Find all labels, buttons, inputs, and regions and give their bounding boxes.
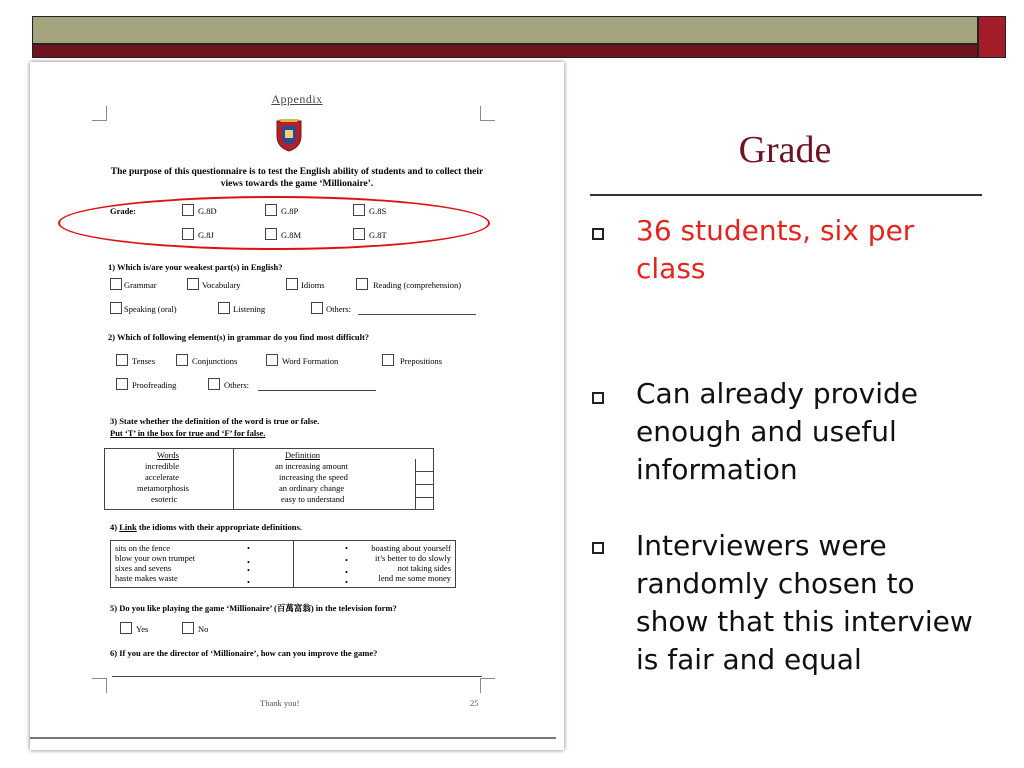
question-4 — [110, 522, 302, 532]
document-bottom-rule — [30, 737, 556, 739]
bullet-dot: • — [345, 543, 348, 553]
option-checkbox — [110, 278, 122, 290]
option-checkbox — [182, 622, 194, 634]
question-2: 2) Which of following element(s) in grammar do you find most difficult? — [108, 332, 370, 342]
answer-line — [112, 676, 482, 677]
bullet-dot: • — [247, 577, 250, 587]
option-checkbox — [266, 354, 278, 366]
words-header: Words — [157, 450, 179, 460]
option-label: Vocabulary — [202, 280, 241, 290]
option-checkbox — [382, 354, 394, 366]
bullet-dot: • — [247, 543, 250, 553]
words-table — [104, 448, 434, 510]
corner-accent-block — [978, 16, 1006, 58]
option-checkbox — [110, 302, 122, 314]
meaning-cell: it’s better to do slowly — [374, 553, 451, 563]
definition-cell: an increasing amount — [275, 461, 348, 471]
question-5: 5) Do you like playing the game ‘Millionaire’ (百萬富翁) in the television form? — [110, 603, 397, 613]
bullet-dot: • — [345, 555, 348, 565]
slide-title: Grade — [738, 129, 832, 171]
option-label: Tenses — [132, 356, 156, 366]
question-4-text: the idioms with their appropriate definitions. — [138, 522, 302, 532]
option-checkbox — [120, 622, 132, 634]
meaning-cell: lend me some money — [378, 573, 451, 583]
crop-mark — [92, 106, 107, 121]
option-checkbox — [356, 278, 368, 290]
word-cell: esoteric — [151, 494, 178, 504]
meaning-cell: not taking sides — [397, 563, 451, 573]
option-checkbox — [311, 302, 323, 314]
question-3-instruction: Put ‘T’ in the box for true and ‘F’ for false. — [110, 428, 266, 438]
option-checkbox — [286, 278, 298, 290]
option-label: Speaking (oral) — [124, 304, 177, 314]
bullet-text: Interviewers were randomly chosen to show that this interview is fair and equal — [636, 529, 973, 676]
appendix-heading: Appendix — [271, 92, 323, 106]
question-4-number: 4) — [110, 522, 118, 532]
idiom-cell: blow your own trumpet — [115, 553, 196, 563]
answer-boxes — [415, 459, 434, 509]
definition-cell: increasing the speed — [279, 472, 348, 482]
table-divider — [233, 449, 234, 509]
bullet-text: Can already provide enough and useful information — [636, 377, 918, 486]
crop-mark — [480, 106, 495, 121]
word-cell: metamorphosis — [137, 483, 189, 493]
option-checkbox — [208, 378, 220, 390]
grade-option: G.8D — [198, 206, 217, 216]
table-divider — [293, 541, 294, 587]
idiom-cell: sits on the fence — [115, 543, 170, 553]
page-number: 25 — [470, 698, 479, 708]
meaning-cell: boasting about yourself — [371, 543, 451, 553]
bullet-dot: • — [345, 567, 348, 577]
option-checkbox — [116, 378, 128, 390]
option-label: Yes — [136, 624, 149, 634]
option-checkbox — [187, 278, 199, 290]
option-label: Idioms — [301, 280, 325, 290]
answer-line — [258, 390, 376, 391]
option-label: Word Formation — [282, 356, 339, 366]
grade-option: G.8J — [198, 230, 214, 240]
header-band — [32, 16, 978, 44]
square-bullet-icon — [592, 542, 604, 554]
question-4-link: Link — [119, 522, 137, 532]
questionnaire-image — [30, 62, 564, 750]
option-checkbox — [176, 354, 188, 366]
grade-option: G.8S — [369, 206, 387, 216]
questionnaire-purpose: The purpose of this questionnaire is to test the English ability of students and to collect their views towards the game ‘Millionaire’. — [110, 167, 484, 189]
question-3: 3) State whether the definition of the word is true or false. — [110, 416, 320, 426]
option-label: Grammar — [124, 280, 157, 290]
option-label: Reading (comprehension) — [373, 280, 462, 290]
square-bullet-icon — [592, 392, 604, 404]
option-label: Prepositions — [400, 356, 443, 366]
crop-mark — [480, 678, 495, 693]
grade-option: G.8T — [369, 230, 387, 240]
idiom-cell: haste makes waste — [115, 573, 178, 583]
option-label: Listening — [233, 304, 266, 314]
grade-option: G.8P — [281, 206, 299, 216]
grade-highlight-ellipse — [58, 196, 490, 250]
option-checkbox — [116, 354, 128, 366]
word-cell: accelerate — [145, 472, 179, 482]
option-checkbox — [218, 302, 230, 314]
bullet-text: 36 students, six per class — [636, 214, 915, 285]
bullet-dot: • — [345, 577, 348, 587]
option-label: Proofreading — [132, 380, 177, 390]
option-label: Conjunctions — [192, 356, 238, 366]
answer-line — [358, 314, 476, 315]
square-bullet-icon — [592, 228, 604, 240]
bullet-dot: • — [247, 565, 250, 575]
definition-cell: easy to understand — [281, 494, 345, 504]
idiom-table — [110, 540, 456, 588]
question-1: 1) Which is/are your weakest part(s) in English? — [108, 262, 283, 272]
school-crest-icon — [275, 118, 303, 152]
question-6: 6) If you are the director of ‘Millionaire’, how can you improve the game? — [110, 648, 378, 658]
idiom-cell: sixes and sevens — [115, 563, 172, 573]
option-label: No — [198, 624, 209, 634]
definition-cell: an ordinary change — [279, 483, 345, 493]
title-divider — [590, 194, 982, 196]
bullet-dot: • — [247, 557, 250, 567]
grade-label: Grade: — [110, 206, 136, 216]
option-label: Others: — [326, 304, 352, 314]
thank-you-footer: Thank you! — [260, 698, 300, 708]
header-band-dark — [32, 44, 978, 58]
crop-mark — [92, 678, 107, 693]
definition-header: Definition — [285, 450, 320, 460]
word-cell: incredible — [145, 461, 179, 471]
grade-option: G.8M — [281, 230, 302, 240]
option-label: Others: — [224, 380, 250, 390]
